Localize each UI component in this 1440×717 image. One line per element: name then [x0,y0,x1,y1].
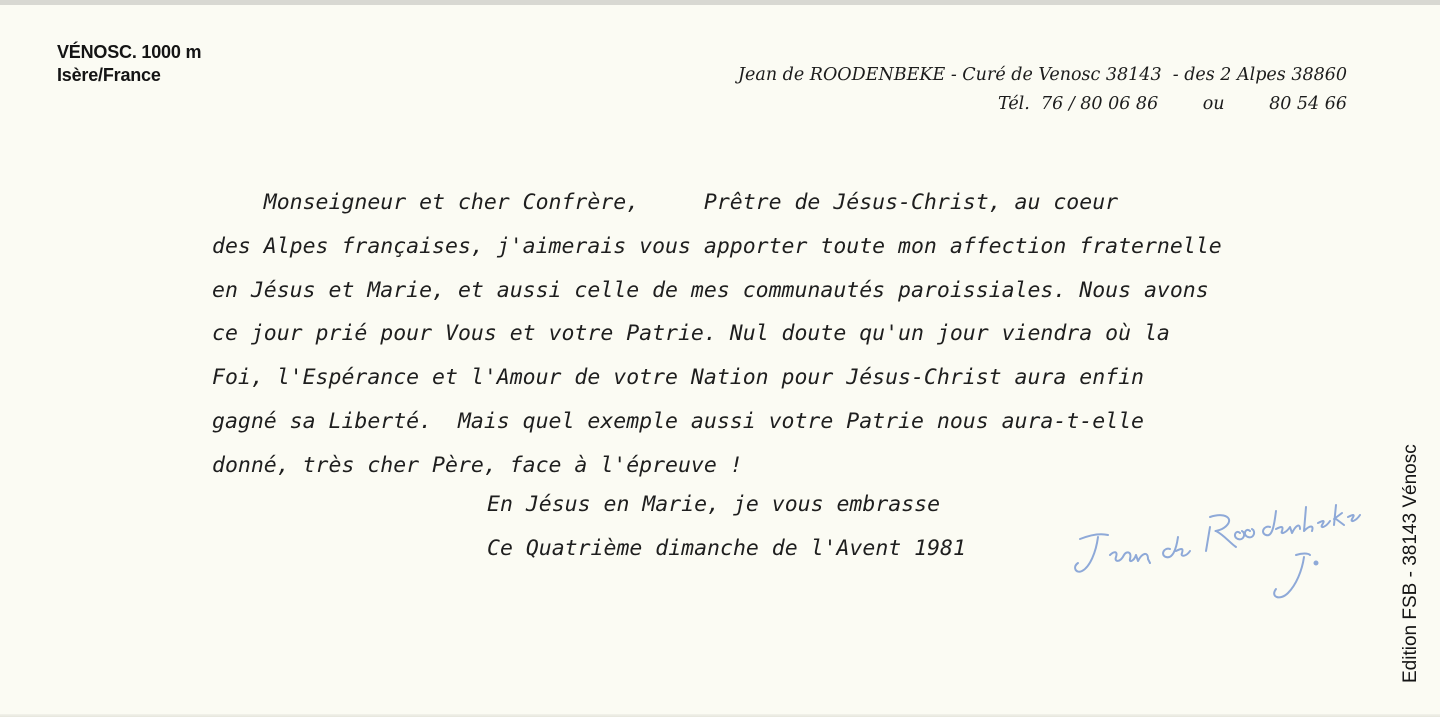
tel-primary: 76 / 80 06 86 [1040,94,1159,114]
letter-line: gagné sa Liberté. Mais quel exemple aussi votre Patrie nous aura-t-elle [212,408,1144,434]
date-line: Ce Quatrième dimanche de l'Avent 1981 [487,535,966,561]
handwritten-signature [1060,467,1370,617]
sender-name: Jean de ROODENBEKE [738,65,946,85]
letter-line: ce jour prié pour Vous et votre Patrie. Nul doute qu'un jour viendra où la [212,321,1170,347]
letter-line: des Alpes françaises, j'aimerais vous apporter toute mon affection fraternelle [212,233,1222,259]
sender-role: Curé de Venosc 38143 [962,65,1162,85]
place-heading [57,41,201,87]
letter-body [212,181,1362,488]
phone-line [738,89,1347,119]
letter-line: donné, très cher Père, face à l'épreuve ! [212,452,743,478]
tel-label: Tél. [998,94,1030,114]
tel-or: ou [1202,94,1225,114]
letter-line: en Jésus et Marie, et aussi celle de mes communautés paroissiales. Nous avons [212,277,1209,303]
letter-line: Monseigneur et cher Confrère, Prêtre de Jésus-Christ, au coeur [212,190,1119,215]
sender-line: Jean de ROODENBEKE - Curé de Venosc 38143 - des 2 Alpes 38860 [738,65,1347,85]
letter-line: Foi, l'Espérance et l'Amour de votre Nation pour Jésus-Christ aura enfin [212,365,1144,391]
place-region: Isère/France [57,65,161,85]
sender-parish: des 2 Alpes 38860 [1184,65,1347,85]
closing-line: En Jésus en Marie, je vous embrasse [487,492,941,517]
tel-secondary: 80 54 66 [1269,94,1347,114]
letter-closing [487,483,966,571]
edition-credit: Edition FSB - 38143 Vénosc [1400,444,1421,683]
sender-letterhead [738,61,1347,119]
place-name: VÉNOSC. 1000 m [57,42,202,62]
